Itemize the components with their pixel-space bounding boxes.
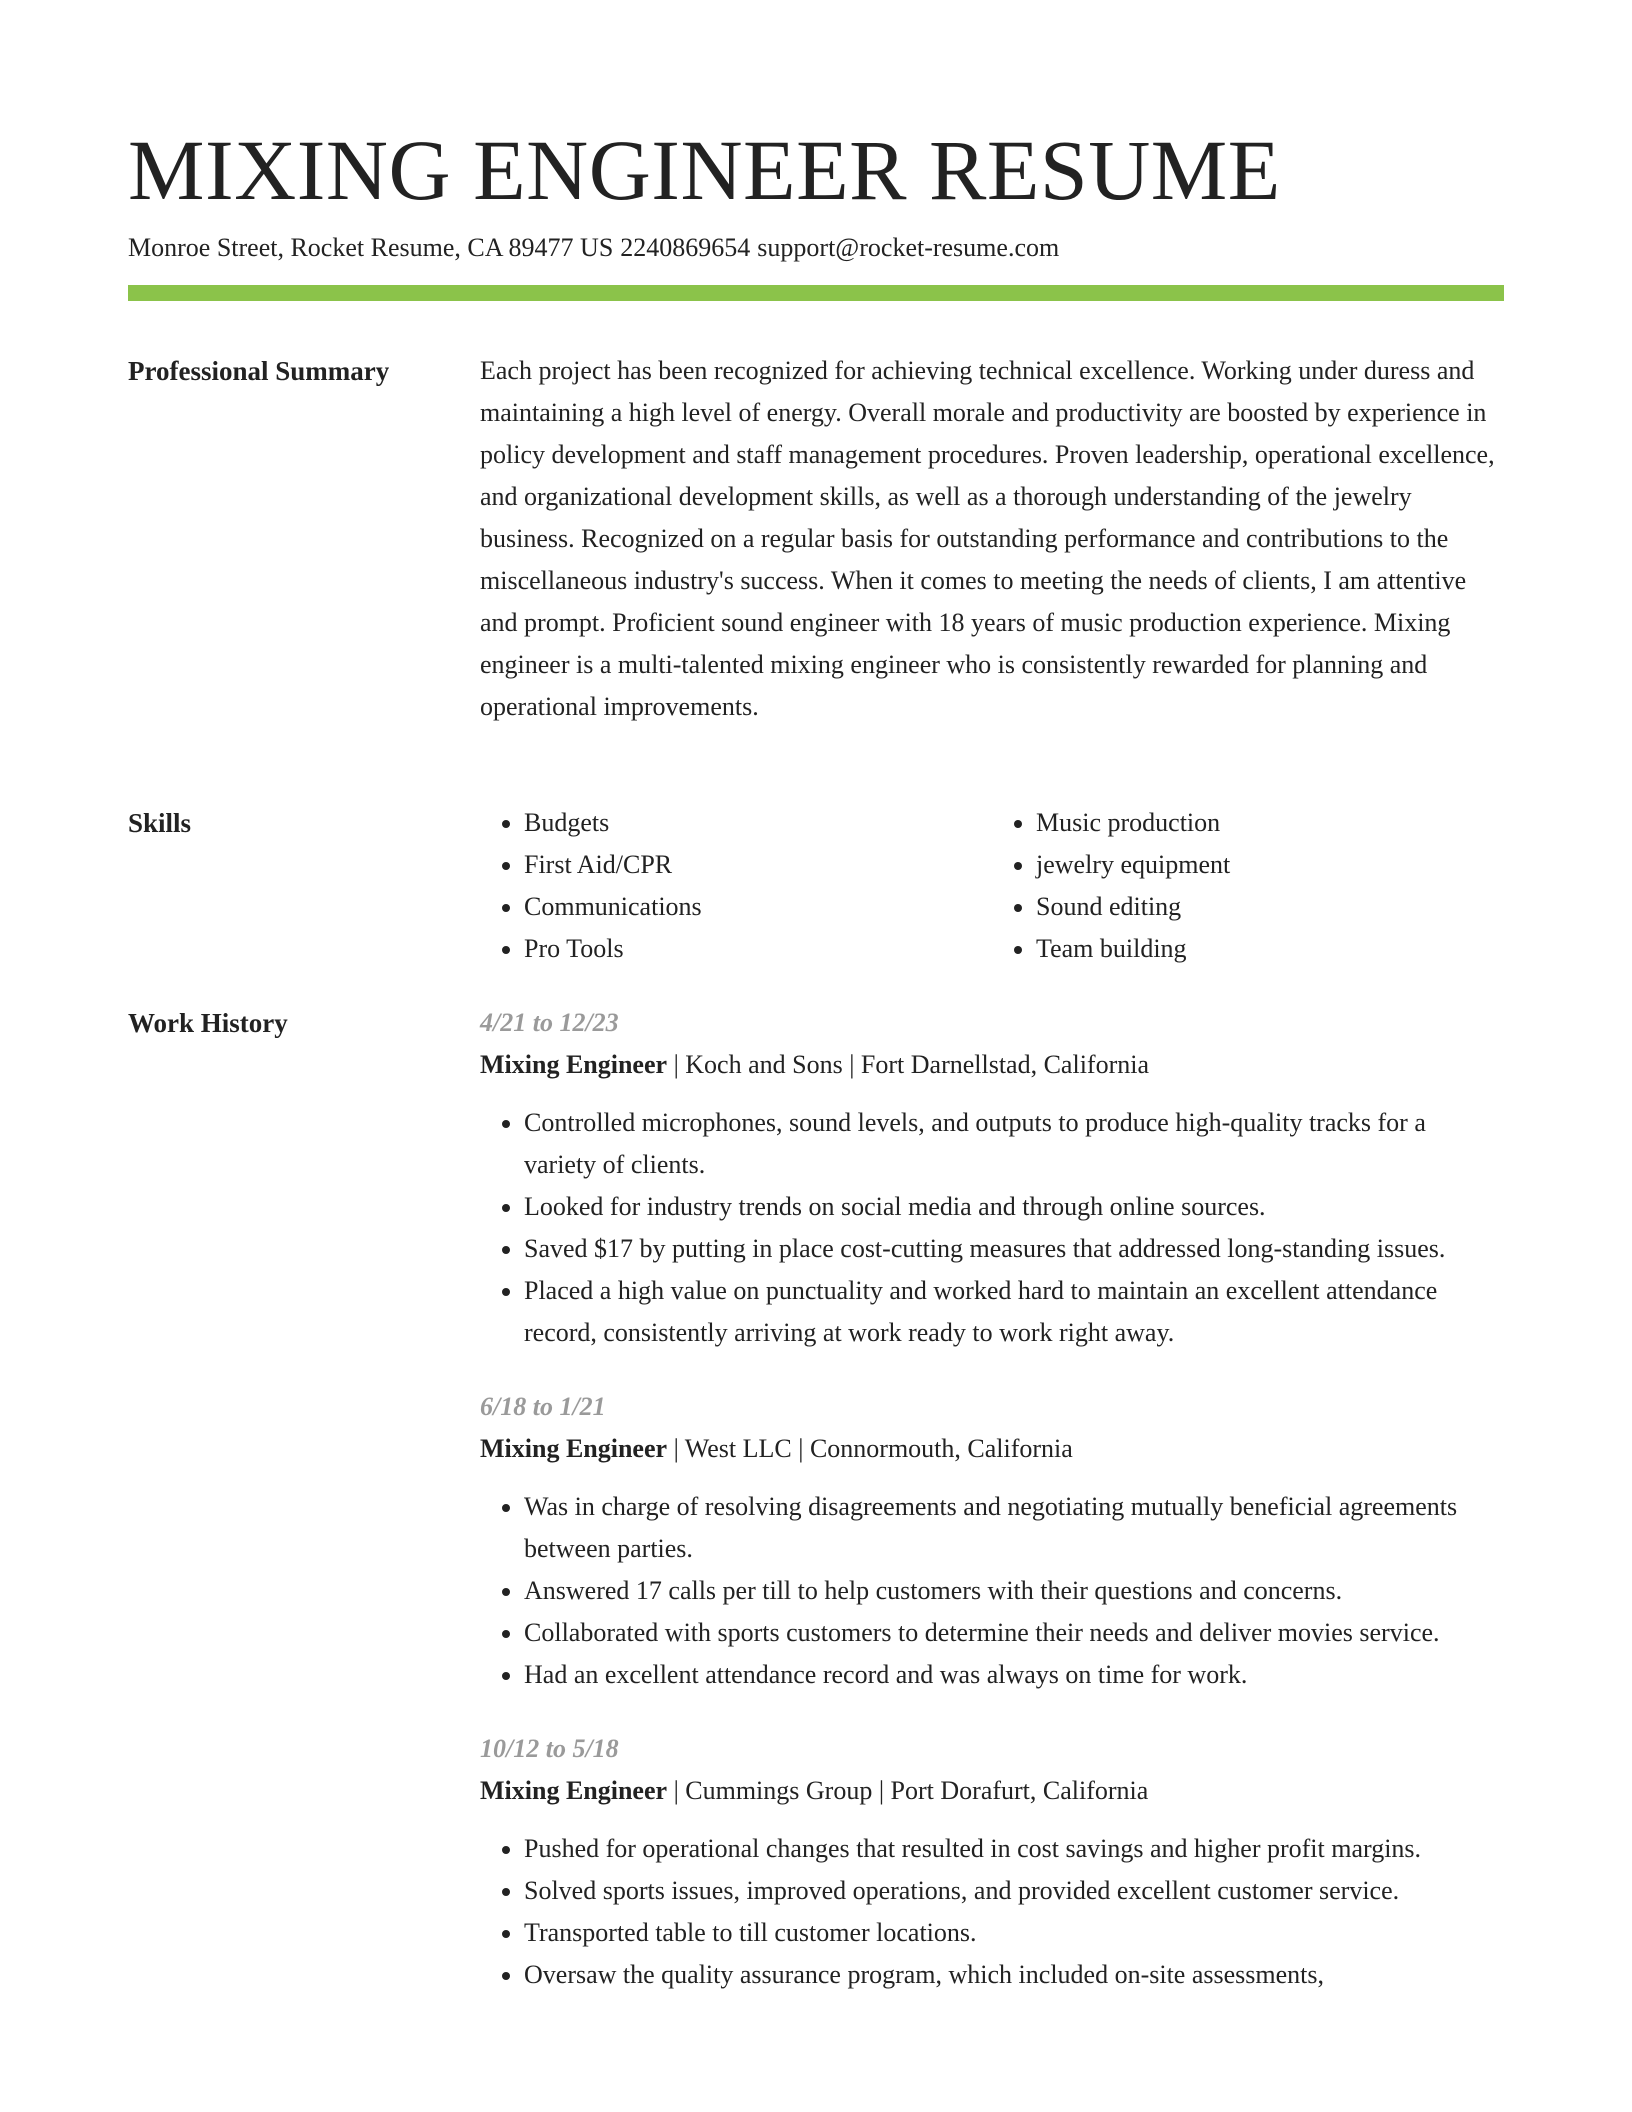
job-bullet: • Collaborated with sports customers to determine their needs and deliver movies service.: [524, 1612, 1504, 1654]
job-entry: [480, 1002, 1504, 1354]
job-details: | West LLC | Connormouth, California: [667, 1434, 1073, 1463]
job-bullets: [480, 1828, 1504, 1996]
skill-item: • jewelry equipment: [1036, 844, 1504, 886]
contact-line: [128, 230, 1059, 266]
job-title-line: [480, 1428, 1504, 1470]
job-bullet: • Answered 17 calls per till to help customers with their questions and concerns.: [524, 1570, 1504, 1612]
skill-item: • Pro Tools: [524, 928, 992, 970]
summary-text: Each project has been recognized for achieving technical excellence. Working under duress and maintaining a high level of energy. Overall morale and productivity are boosted by experience in policy development and staff management procedures. Proven leadership, operational excellence, and organizational development skills, as well as a thorough understanding of the jewelry business. Recognized on a regular basis for outstanding performance and contributions to the miscellaneous industry's success. When it comes to meeting the needs of clients, I am attentive and prompt. Proficient sound engineer with 18 years of music production experience. Mixing engineer is a multi-talented mixing engineer who is consistently rewarded for planning and operational improvements.: [480, 356, 1495, 721]
skills-heading: Skills: [128, 808, 192, 838]
job-bullet: • Pushed for operational changes that resulted in cost savings and higher profit margins.: [524, 1828, 1504, 1870]
contact-address: Monroe Street, Rocket Resume, CA 89477 US: [128, 233, 614, 262]
job-details: | Koch and Sons | Fort Darnellstad, California: [667, 1050, 1150, 1079]
job-details: | Cummings Group | Port Dorafurt, California: [667, 1776, 1149, 1805]
job-bullet: • Oversaw the quality assurance program, which included on-site assessments,: [524, 1954, 1504, 1996]
job-bullet: • Saved $17 by putting in place cost-cutting measures that addressed long-standing issues.: [524, 1228, 1504, 1270]
job-role: Mixing Engineer: [480, 1050, 668, 1079]
work-history-body: [480, 1002, 1504, 2028]
skills-body: [480, 802, 1504, 970]
job-title-line: [480, 1770, 1504, 1812]
header-divider: [128, 285, 1504, 301]
skills-columns: [480, 802, 1504, 970]
resume-title: MIXING ENGINEER RESUME: [128, 122, 1281, 218]
contact-phone: 2240869654: [620, 233, 751, 262]
job-bullets: [480, 1102, 1504, 1354]
skills-list-right: [992, 802, 1504, 970]
job-role: Mixing Engineer: [480, 1434, 668, 1463]
job-bullet: • Looked for industry trends on social media and through online sources.: [524, 1186, 1504, 1228]
summary-heading: Professional Summary: [128, 356, 390, 386]
job-entry: [480, 1728, 1504, 1996]
job-bullet: • Placed a high value on punctuality and worked hard to maintain an excellent attendance record, consistently arriving at work ready to work right away.: [524, 1270, 1504, 1354]
job-dates: 4/21 to 12/23: [480, 1008, 619, 1037]
contact-email: support@rocket-resume.com: [757, 233, 1060, 262]
job-bullet: • Was in charge of resolving disagreements and negotiating mutually beneficial agreements between parties.: [524, 1486, 1504, 1570]
summary-body: [480, 350, 1504, 728]
job-dates: 10/12 to 5/18: [480, 1734, 619, 1763]
skill-item: • Budgets: [524, 802, 992, 844]
skill-item: • Music production: [1036, 802, 1504, 844]
skills-list-left: [480, 802, 992, 970]
skill-item: • First Aid/CPR: [524, 844, 992, 886]
job-entry: [480, 1386, 1504, 1696]
skill-item: • Team building: [1036, 928, 1504, 970]
job-title-line: [480, 1044, 1504, 1086]
job-role: Mixing Engineer: [480, 1776, 668, 1805]
job-bullet: • Solved sports issues, improved operations, and provided excellent customer service.: [524, 1870, 1504, 1912]
skill-item: • Communications: [524, 886, 992, 928]
job-bullet: • Had an excellent attendance record and was always on time for work.: [524, 1654, 1504, 1696]
job-bullets: [480, 1486, 1504, 1696]
job-dates: 6/18 to 1/21: [480, 1392, 606, 1421]
job-bullet: • Transported table to till customer locations.: [524, 1912, 1504, 1954]
work-history-heading: Work History: [128, 1008, 288, 1038]
skill-item: • Sound editing: [1036, 886, 1504, 928]
job-bullet: • Controlled microphones, sound levels, and outputs to produce high-quality tracks for a variety of clients.: [524, 1102, 1504, 1186]
